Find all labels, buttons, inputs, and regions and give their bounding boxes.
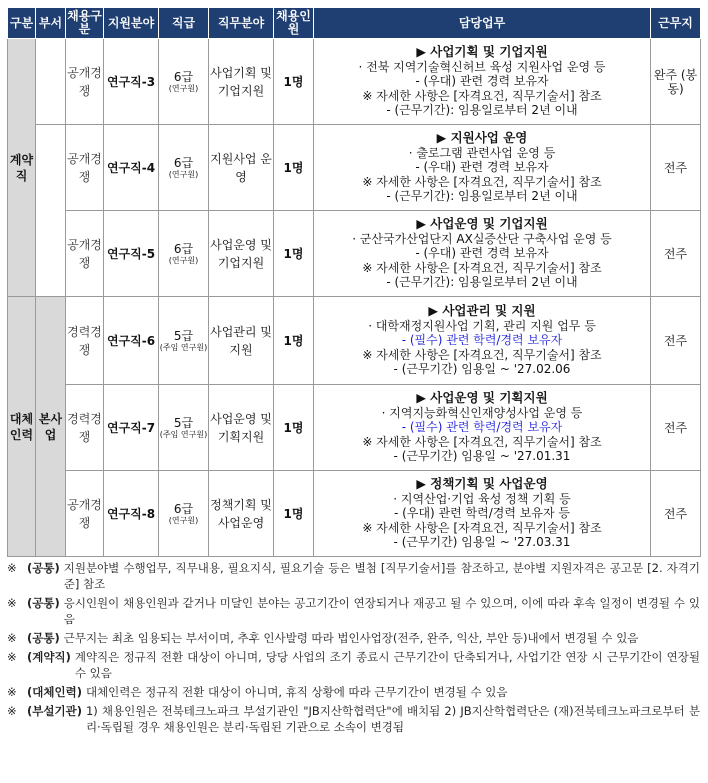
note-item bbox=[7, 595, 700, 627]
header-department: 부서 bbox=[36, 8, 66, 39]
headcount: 1명 bbox=[274, 211, 314, 297]
note-tag: (부설기관) bbox=[27, 704, 82, 718]
note-tag: (대체인력) bbox=[27, 685, 82, 699]
job-code: 연구직-5 bbox=[104, 211, 159, 297]
work-location: 전주 bbox=[651, 471, 701, 557]
duty-field: 지원사업 운영 bbox=[209, 125, 274, 211]
hire-type: 공개경쟁 bbox=[66, 211, 104, 297]
headcount: 1명 bbox=[274, 125, 314, 211]
grade-sub: (연구원) bbox=[168, 515, 199, 525]
duty-line: - (우대) 관련 경력 보유자 bbox=[415, 74, 549, 89]
header-hire-type: 채용구분 bbox=[66, 8, 104, 39]
header-duty-field: 직무분야 bbox=[209, 8, 274, 39]
grade-sub: (연구원) bbox=[168, 255, 199, 265]
grade-cell bbox=[159, 385, 209, 471]
note-text: 지원분야별 수행업무, 직무내용, 필요지식, 필요기술 등은 별첨 [직무기술서]를 참조하고, 분야별 지원자격은 공고문 [2. 자격기준] 참조 bbox=[63, 561, 700, 591]
table-row bbox=[8, 211, 701, 297]
duties-cell bbox=[314, 125, 651, 211]
duties-cell bbox=[314, 471, 651, 557]
header-duties: 담당업무 bbox=[314, 8, 651, 39]
duty-line: - (우대) 관련 경력 보유자 bbox=[415, 246, 549, 261]
duty-line: ※ 자세한 사항은 [자격요건, 직무기술서] 참조 bbox=[362, 174, 602, 189]
duty-field: 사업운영 및 기획지원 bbox=[209, 385, 274, 471]
duty-line: · 지역산업·기업 육성 정책 기획 등 bbox=[393, 491, 571, 506]
duty-line: · 군산국가산업단지 AX실증산단 구축사업 운영 등 bbox=[352, 231, 612, 246]
header-location: 근무지 bbox=[651, 8, 701, 39]
note-tag: (계약직) bbox=[27, 650, 71, 664]
note-tag: (공통) bbox=[27, 631, 60, 645]
hire-type: 공개경쟁 bbox=[66, 39, 104, 125]
hire-type: 공개경쟁 bbox=[66, 471, 104, 557]
notes-section bbox=[7, 560, 700, 735]
grade-sub: (주임 연구원) bbox=[159, 342, 208, 352]
duties-cell bbox=[314, 297, 651, 385]
table-body bbox=[8, 39, 701, 557]
note-text: 근무지는 최초 임용되는 부서이며, 추후 인사발령 따라 법인사업장(전주, 완주, 익산, 부안 등)내에서 변경될 수 있음 bbox=[63, 631, 639, 645]
recruitment-table bbox=[7, 7, 701, 557]
duty-line: - (근무기간): 임용일로부터 2년 이내 bbox=[386, 103, 578, 118]
job-code: 연구직-6 bbox=[104, 297, 159, 385]
grade-sub: (연구원) bbox=[168, 169, 199, 179]
duty-title: ▶ 사업관리 및 지원 bbox=[428, 303, 536, 319]
note-item bbox=[7, 703, 700, 735]
duty-line: - (근무기간) 임용일 ~ '27.01.31 bbox=[393, 449, 571, 464]
headcount: 1명 bbox=[274, 39, 314, 125]
duty-line: - (우대) 관련 경력 보유자 bbox=[415, 160, 549, 175]
note-text: 대체인력은 정규직 전환 대상이 아니며, 휴직 상황에 따라 근무기간이 변경될 수 있음 bbox=[85, 685, 508, 699]
grade-cell bbox=[159, 125, 209, 211]
duty-line: - (근무기간) 임용일 ~ '27.03.31 bbox=[393, 535, 571, 550]
duties-cell bbox=[314, 385, 651, 471]
duty-line: ※ 자세한 사항은 [자격요건, 직무기술서] 참조 bbox=[362, 520, 602, 535]
grade-main: 6급 bbox=[173, 69, 194, 84]
job-code: 연구직-7 bbox=[104, 385, 159, 471]
grade-sub: (연구원) bbox=[168, 83, 199, 93]
duty-title: ▶ 사업운영 및 기업지원 bbox=[416, 216, 548, 232]
hire-type: 공개경쟁 bbox=[66, 125, 104, 211]
work-location: 전주 bbox=[651, 385, 701, 471]
note-tag: (공통) bbox=[27, 561, 60, 575]
duty-line: · 전북 지역기술혁신허브 육성 지원사업 운영 등 bbox=[358, 59, 606, 74]
duty-field: 사업운영 및 기업지원 bbox=[209, 211, 274, 297]
note-text: 계약직은 정규직 전환 대상이 아니며, 당당 사업의 조기 종료시 근무기간이 단축되거나, 사업기간 연장 시 근무기간이 연장될 수 있음 bbox=[74, 650, 700, 680]
note-mark: ※ bbox=[7, 561, 17, 575]
note-tag: (공통) bbox=[27, 596, 60, 610]
duty-line: · 지역지능화혁신인재양성사업 운영 등 bbox=[381, 405, 583, 420]
duty-title: ▶ 지원사업 운영 bbox=[436, 130, 528, 146]
grade-cell bbox=[159, 211, 209, 297]
work-location: 전주 bbox=[651, 125, 701, 211]
headcount: 1명 bbox=[274, 471, 314, 557]
note-mark: ※ bbox=[7, 631, 17, 645]
note-mark: ※ bbox=[7, 596, 17, 610]
header-grade: 직급 bbox=[159, 8, 209, 39]
duty-line: ※ 자세한 사항은 [자격요건, 직무기술서] 참조 bbox=[362, 434, 602, 449]
grade-main: 5급 bbox=[173, 328, 194, 343]
duty-line: - (필수) 관련 학력/경력 보유자 bbox=[401, 420, 563, 435]
table-row bbox=[8, 297, 701, 385]
note-mark: ※ bbox=[7, 685, 17, 699]
recruitment-notice bbox=[7, 7, 700, 738]
grade-main: 6급 bbox=[173, 501, 194, 516]
duty-field: 사업기획 및 기업지원 bbox=[209, 39, 274, 125]
grade-cell bbox=[159, 39, 209, 125]
note-item bbox=[7, 684, 700, 700]
table-row bbox=[8, 471, 701, 557]
duty-line: - (근무기간) 임용일 ~ '27.02.06 bbox=[393, 362, 571, 377]
note-mark: ※ bbox=[7, 650, 17, 664]
note-item bbox=[7, 560, 700, 592]
work-location: 전주 bbox=[651, 211, 701, 297]
duty-line: ※ 자세한 사항은 [자격요건, 직무기술서] 참조 bbox=[362, 260, 602, 275]
department-cell: 본사업 bbox=[36, 297, 66, 557]
header-category: 구분 bbox=[8, 8, 36, 39]
duty-line: ※ 자세한 사항은 [자격요건, 직무기술서] 참조 bbox=[362, 88, 602, 103]
job-code: 연구직-8 bbox=[104, 471, 159, 557]
grade-main: 6급 bbox=[173, 241, 194, 256]
note-text: 1) 채용인원은 전북테크노파크 부설기관인 "JB지산학협력단"에 배치됨 2) JB지산학협력단은 (재)전북테크노파크로부터 분리·독립될 경우 채용인원은 분리·독립된 기관으로 소속이 변경됨 bbox=[85, 704, 700, 734]
grade-main: 5급 bbox=[173, 415, 194, 430]
duties-cell bbox=[314, 39, 651, 125]
duty-title: ▶ 사업운영 및 기획지원 bbox=[416, 390, 548, 406]
hire-type: 경력경쟁 bbox=[66, 297, 104, 385]
grade-main: 6급 bbox=[173, 155, 194, 170]
duty-title: ▶ 사업기획 및 기업지원 bbox=[416, 44, 548, 60]
note-item bbox=[7, 630, 700, 646]
note-text: 응시인원이 채용인원과 같거나 미달인 분야는 공고기간이 연장되거나 재공고 될 수 있으며, 이에 따라 후속 일정이 변경될 수 있음 bbox=[63, 596, 700, 626]
work-location: 전주 bbox=[651, 297, 701, 385]
table-header-row bbox=[8, 8, 701, 39]
duty-line: - (필수) 관련 학력/경력 보유자 bbox=[401, 333, 563, 348]
table-row bbox=[8, 39, 701, 125]
header-headcount: 채용인원 bbox=[274, 8, 314, 39]
table-row bbox=[8, 385, 701, 471]
duty-line: · 대학재정지원사업 기획, 관리 지원 업무 등 bbox=[368, 318, 596, 333]
duty-field: 사업관리 및 지원 bbox=[209, 297, 274, 385]
headcount: 1명 bbox=[274, 385, 314, 471]
duty-field: 정책기획 및 사업운영 bbox=[209, 471, 274, 557]
duty-line: - (근무기간): 임용일로부터 2년 이내 bbox=[386, 275, 578, 290]
table-row bbox=[8, 125, 701, 211]
grade-cell bbox=[159, 471, 209, 557]
job-code: 연구직-3 bbox=[104, 39, 159, 125]
department-blank bbox=[36, 39, 66, 125]
duty-line: - (우대) 관련 학력/경력 보유자 등 bbox=[394, 506, 570, 521]
department-blank bbox=[36, 125, 66, 297]
header-job-field: 지원분야 bbox=[104, 8, 159, 39]
category-contract: 계약직 bbox=[8, 39, 36, 297]
headcount: 1명 bbox=[274, 297, 314, 385]
job-code: 연구직-4 bbox=[104, 125, 159, 211]
duties-cell bbox=[314, 211, 651, 297]
hire-type: 경력경쟁 bbox=[66, 385, 104, 471]
duty-line: · 출로그램 관련사업 운영 등 bbox=[408, 145, 556, 160]
note-item bbox=[7, 649, 700, 681]
duty-line: ※ 자세한 사항은 [자격요건, 직무기술서] 참조 bbox=[362, 347, 602, 362]
grade-cell bbox=[159, 297, 209, 385]
duty-title: ▶ 정책기획 및 사업운영 bbox=[416, 476, 548, 492]
grade-sub: (주임 연구원) bbox=[159, 429, 208, 439]
note-mark: ※ bbox=[7, 704, 17, 718]
category-substitute: 대체인력 bbox=[8, 297, 36, 557]
duty-line: - (근무기간): 임용일로부터 2년 이내 bbox=[386, 189, 578, 204]
work-location: 완주 (봉동) bbox=[651, 39, 701, 125]
